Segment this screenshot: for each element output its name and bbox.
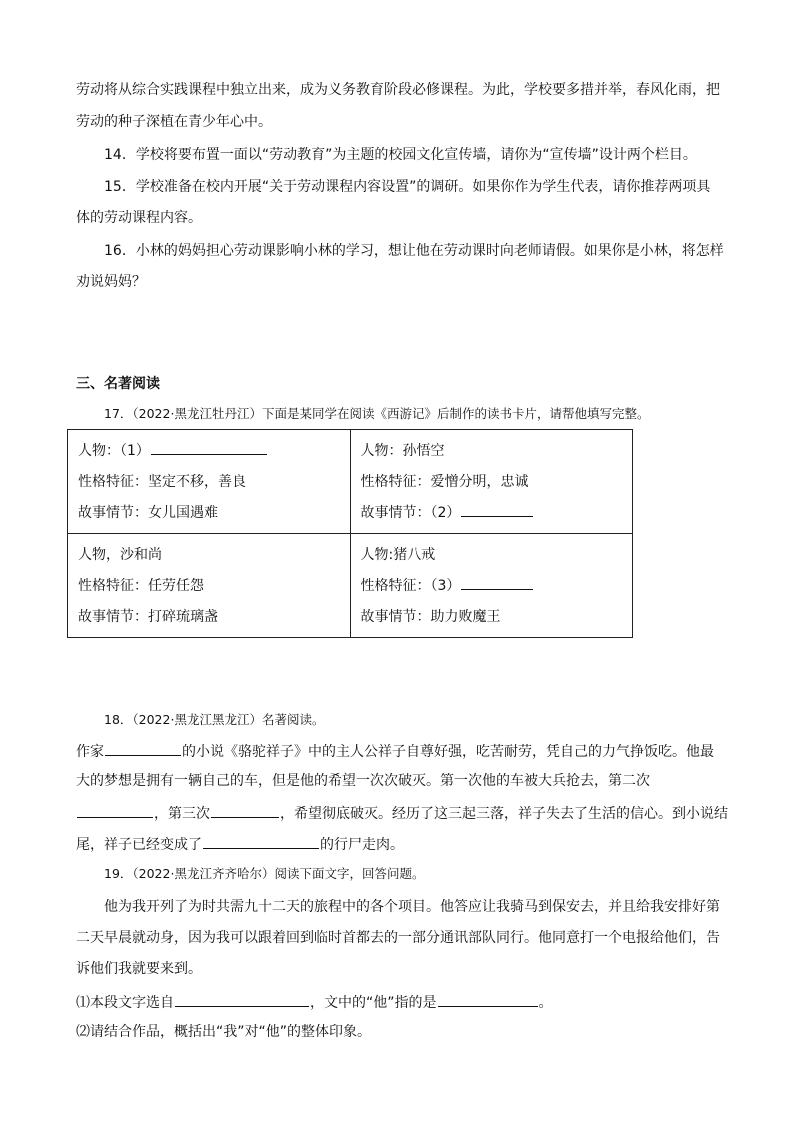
question-15-line-2: 体的劳动课程内容。 bbox=[76, 210, 202, 226]
question-19-head: 19．（2022·黑龙江齐齐哈尔）阅读下面文字，回答问题。 bbox=[104, 866, 425, 881]
card-4-trait: 性格特征：（3） bbox=[360, 578, 461, 594]
q18-line-1a: 作家 bbox=[76, 744, 104, 760]
card-1-trait: 性格特征：坚定不移，善良 bbox=[78, 474, 246, 490]
question-17: 17．（2022·黑龙江牡丹江）下面是某同学在阅读《西游记》后制作的读书卡片，请帮他填写完整。 bbox=[104, 406, 650, 421]
q18-line-4a: 尾，祥子已经变成了 bbox=[76, 837, 202, 853]
question-18-head: 18．（2022·黑龙江黑龙江）名著阅读。 bbox=[104, 712, 325, 727]
q18-line-4b: 的行尸走肉。 bbox=[320, 837, 404, 853]
question-14: 14．学校将要布置一面以“劳动教育”为主题的校园文化宣传墙，请你为“宣传墙”设计两个栏目。 bbox=[104, 147, 697, 163]
blank-3[interactable] bbox=[461, 574, 533, 590]
card-4-character: 人物:猪八戒 bbox=[360, 547, 436, 563]
card-4-plot: 故事情节：助力败魔王 bbox=[360, 609, 501, 625]
blank-he[interactable] bbox=[438, 991, 538, 1007]
q19-sub-2: ⑵请结合作品，概括出“我”对“他”的整体印象。 bbox=[76, 1024, 372, 1040]
q18-line-3b: ，希望彻底破灭。经历了这三起三落，祥子失去了生活的信心。到小说结 bbox=[280, 806, 728, 822]
blank-second-time[interactable] bbox=[77, 802, 153, 818]
blank-1[interactable] bbox=[151, 439, 267, 455]
q18-line-1b: 的小说《骆驼祥子》中的主人公祥子自尊好强，吃苦耐劳，凭自己的力气挣饭吃。他最 bbox=[182, 744, 714, 760]
card-3-trait: 性格特征：任劳任怨 bbox=[78, 578, 204, 594]
q19-sub-1b: ，文中的“他”指的是 bbox=[310, 995, 437, 1011]
q18-line-3a: ，第三次 bbox=[154, 806, 210, 822]
card-1-character: 人物：（1） bbox=[78, 443, 150, 459]
blank-ending[interactable] bbox=[203, 833, 319, 849]
card-1-plot: 故事情节：女儿国遇难 bbox=[78, 505, 218, 521]
q19-passage-3: 诉他们我就要来到。 bbox=[76, 961, 202, 977]
card-cell-1 bbox=[68, 430, 351, 534]
blank-author[interactable] bbox=[105, 740, 181, 756]
blank-source[interactable] bbox=[175, 991, 309, 1007]
q19-sub-1c: 。 bbox=[538, 995, 553, 1011]
card-3-plot: 故事情节：打碎琉璃盏 bbox=[78, 609, 218, 625]
section-heading: 三、名著阅读 bbox=[76, 376, 160, 392]
card-3-character: 人物，沙和尚 bbox=[78, 547, 162, 563]
intro-line-2: 劳动的种子深植在青少年心中。 bbox=[76, 114, 272, 130]
card-2-plot: 故事情节：（2） bbox=[360, 505, 461, 521]
card-cell-3 bbox=[68, 534, 351, 638]
q19-passage-2: 二天早晨就动身，因为我可以跟着回到临时首都去的一部分通讯部队同行。他同意打一个电报给他们，告 bbox=[76, 930, 720, 946]
q19-passage-1: 他为我开列了为时共需九十二天的旅程中的各个项目。他答应让我骑马到保安去，并且给我安排好第 bbox=[104, 899, 720, 915]
question-16-line-1: 16．小林的妈妈担心劳动课影响小林的学习，想让他在劳动课时向老师请假。如果你是小林，将怎样 bbox=[104, 243, 724, 259]
card-cell-2 bbox=[350, 430, 633, 534]
q18-line-2: 大的梦想是拥有一辆自己的车，但是他的希望一次次破灭。第一次他的车被大兵抢去，第二次 bbox=[76, 773, 650, 789]
card-2-character: 人物：孙悟空 bbox=[360, 443, 445, 459]
card-2-trait: 性格特征：爱憎分明，忠诚 bbox=[360, 474, 529, 490]
question-16-line-2: 劝说妈妈？ bbox=[76, 274, 146, 290]
card-cell-4 bbox=[350, 534, 633, 638]
blank-third-time[interactable] bbox=[211, 802, 279, 818]
blank-2[interactable] bbox=[461, 501, 533, 517]
q19-sub-1a: ⑴本段文字选自 bbox=[76, 995, 174, 1011]
question-15-line-1: 15．学校准备在校内开展“关于劳动课程内容设置”的调研。如果你作为学生代表，请你推荐两项具 bbox=[104, 179, 711, 195]
reading-card-table bbox=[67, 429, 633, 638]
intro-line-1: 劳动将从综合实践课程中独立出来，成为义务教育阶段必修课程。为此，学校要多措并举，春风化雨，把 bbox=[76, 82, 720, 98]
